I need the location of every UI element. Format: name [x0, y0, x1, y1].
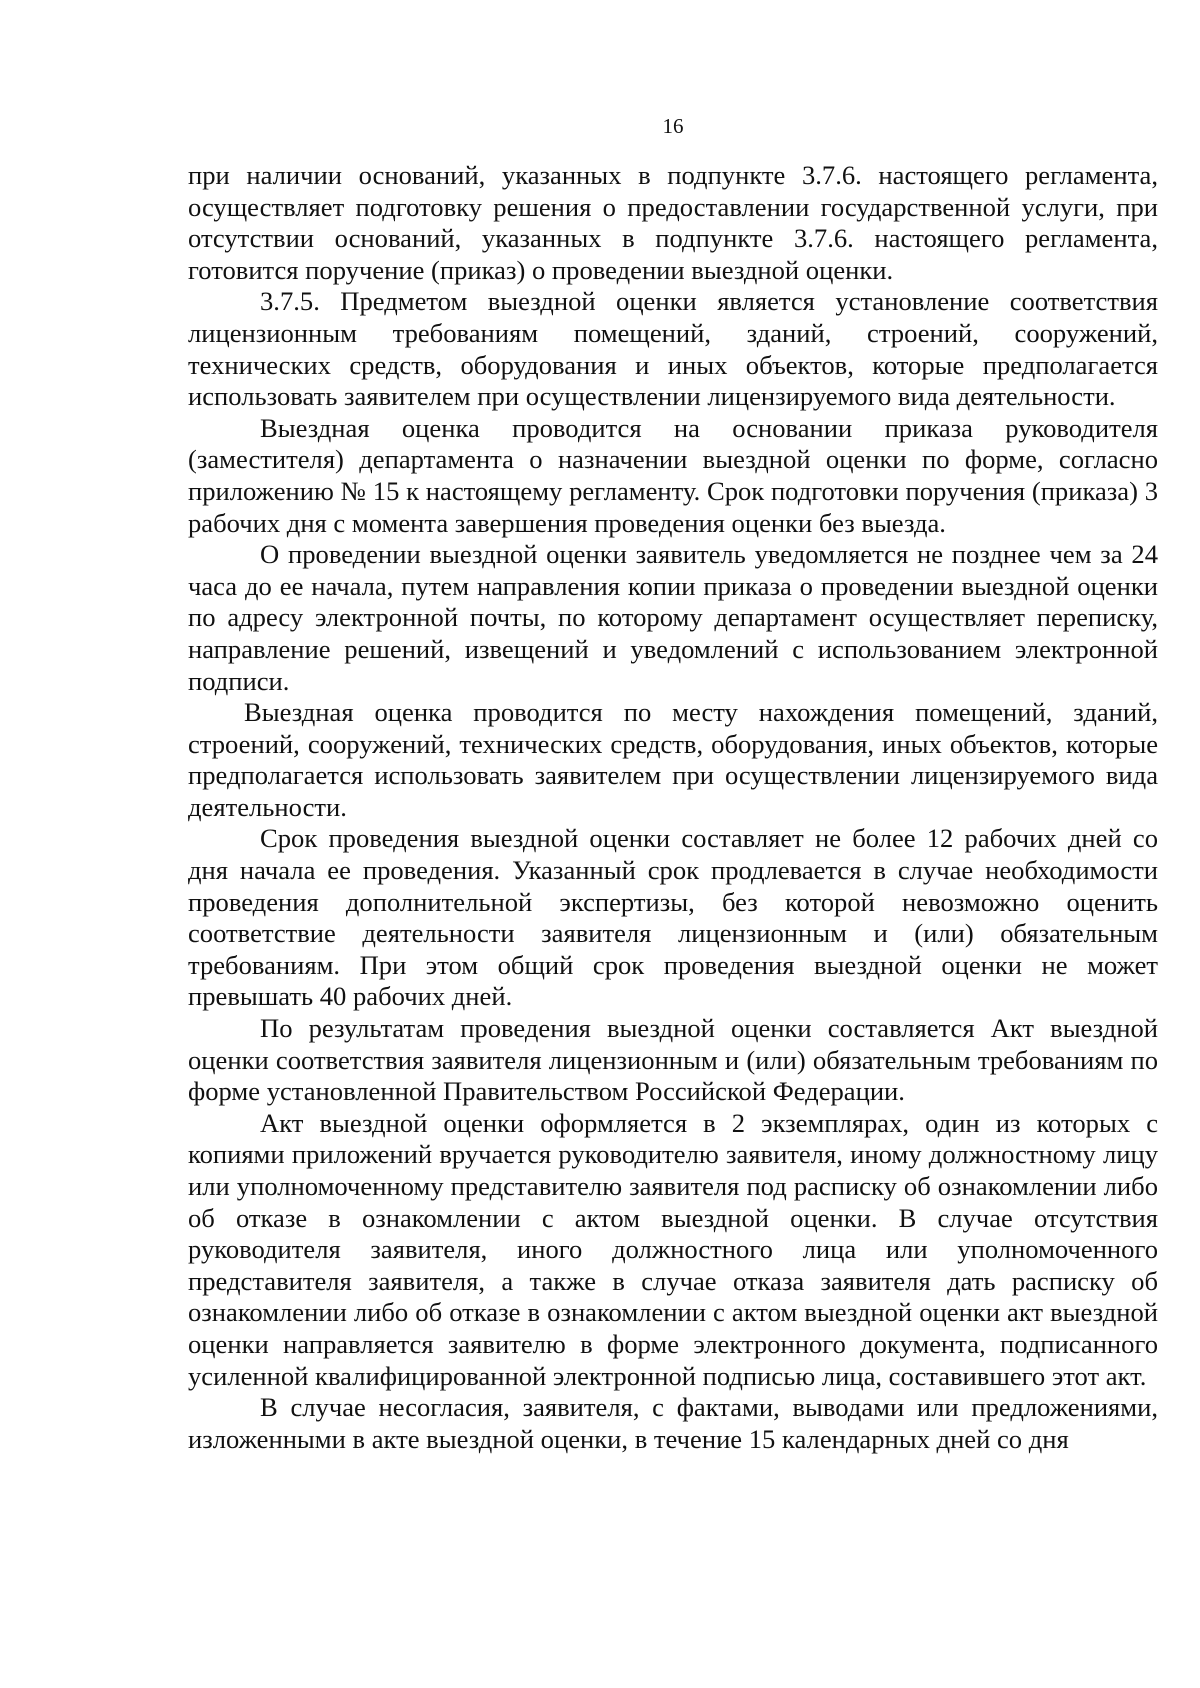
paragraph-disagreement: В случае несогласия, заявителя, с фактами, выводами или предложениями, изложенными в акте выездной оценки, в течение 15 календарных дней со дня [188, 1392, 1158, 1454]
paragraph-continuation: при наличии оснований, указанных в подпункте 3.7.6. настоящего регламента, осуществляет подготовку решения о предоставлении государственной услуги, при отсутствии оснований, указанных в подпункте 3.7.6. настоящего регламента, готовится поручение (приказ) о проведении выездной оценки. [188, 160, 1158, 285]
paragraph-location: Выездная оценка проводится по месту нахождения помещений, зданий, строений, сооружений, технических средств, оборудования, иных объектов, которые предполагается использовать заявителем при осуществлении лицензируемого вида деятельности. [188, 697, 1158, 822]
paragraph-act-copies: Акт выездной оценки оформляется в 2 экземплярах, один из которых с копиями приложений вручается руководителю заявителя, иному должностному лицу или уполномоченному представителю заявителя под расписку об ознакомлении либо об отказе в ознакомлении с актом выездной оценки. В случае отсутствия руководителя заявителя, иного должностного лица или уполномоченного представителя заявителя, а также в случае отказа заявителя дать расписку об ознакомлении либо об отказе в ознакомлении с актом выездной оценки акт выездной оценки направляется заявителю в форме электронного документа, подписанного усиленной квалифицированной электронной подписью лица, составившего этот акт. [188, 1107, 1158, 1391]
paragraph-duration: Срок проведения выездной оценки составляет не более 12 рабочих дней со дня начала ее проведения. Указанный срок продлевается в случае необходимости проведения дополнительной экспертизы, без которой невозможно оценить соответствие деятельности заявителя лицензионным и (или) обязательным требованиям. При этом общий срок проведения выездной оценки не может превышать 40 рабочих дней. [188, 823, 1158, 1012]
page-number: 16 [662, 114, 684, 138]
paragraph-act-drafting: По результатам проведения выездной оценки составляется Акт выездной оценки соответствия заявителя лицензионным и (или) обязательным требованиям по форме установленной Правительством Российской Федерации. [188, 1013, 1158, 1107]
paragraph-notification: О проведении выездной оценки заявитель уведомляется не позднее чем за 24 часа до ее начала, путем направления копии приказа о проведении выездной оценки по адресу электронной почты, по которому департамент осуществляет переписку, направление решений, извещений и уведомлений с использованием электронной подписи. [188, 539, 1158, 696]
document-body [188, 160, 1158, 1455]
paragraph-3-7-5: 3.7.5. Предметом выездной оценки является установление соответствия лицензионным требованиям помещений, зданий, строений, сооружений, технических средств, оборудования и иных объектов, которые предполагается использовать заявителем при осуществлении лицензируемого вида деятельности. [188, 286, 1158, 412]
paragraph-order-basis: Выездная оценка проводится на основании приказа руководителя (заместителя) департамента о назначении выездной оценки по форме, согласно приложению № 15 к настоящему регламенту. Срок подготовки поручения (приказа) 3 рабочих дня с момента завершения проведения оценки без выезда. [188, 412, 1158, 538]
